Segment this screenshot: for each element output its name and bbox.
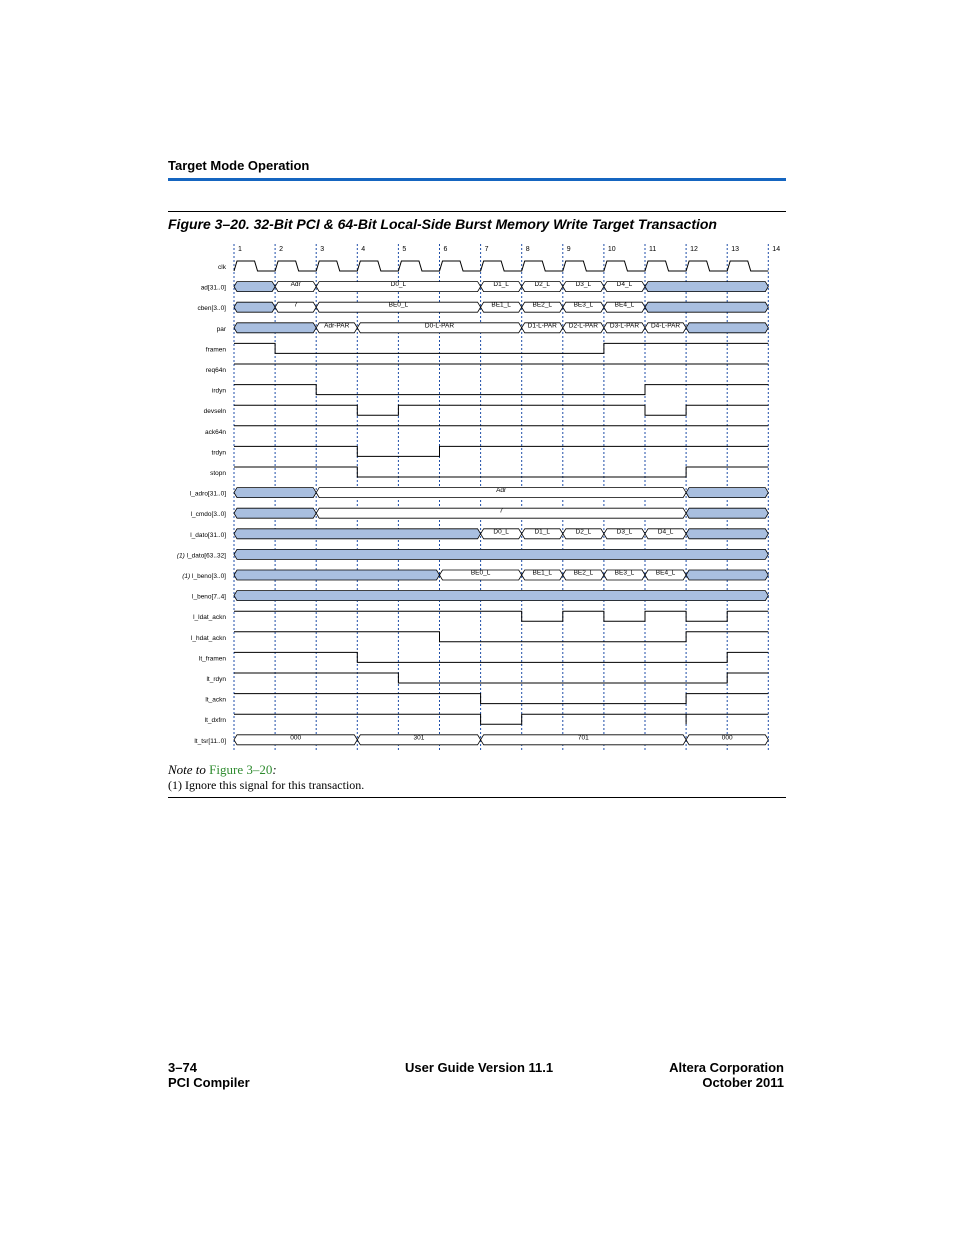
bus-value: Adr (496, 487, 507, 495)
clock-number: 13 (731, 246, 739, 253)
signal-waveform (234, 467, 768, 477)
signal-label: l_dato[31..0] (190, 531, 226, 539)
publication-date: October 2011 (702, 1075, 784, 1090)
bus-value: 7 (293, 301, 298, 309)
clock-number: 9 (566, 246, 571, 253)
clock-number: 8 (525, 246, 530, 253)
signal-label: devseln (203, 408, 226, 416)
bus-fill-segment (234, 488, 316, 498)
signal-label: stopn (210, 470, 226, 477)
signal-label: req64n (205, 367, 226, 374)
clock-number: 3 (320, 246, 325, 253)
signal-label: cben[3..0] (197, 305, 226, 313)
signal-waveform (234, 446, 768, 456)
signal-label: ack64n (205, 428, 226, 436)
signal-waveform (234, 673, 768, 683)
section-header: Target Mode Operation (168, 158, 310, 173)
page-number: 3–74 (168, 1060, 197, 1075)
clock-number: 12 (690, 246, 698, 253)
bus-value: D4_L (657, 528, 674, 536)
footer-center (405, 1060, 553, 1075)
signal-label: lt_dxfrn (204, 717, 226, 725)
signal-label: l_beno[7..4] (192, 593, 226, 601)
signal-waveform (234, 343, 768, 353)
bus-value: D1_L (493, 281, 509, 289)
bus-fill-segment (234, 323, 316, 333)
signal-label: trdyn (211, 449, 226, 457)
figure-top-rule (168, 211, 786, 212)
guide-version: User Guide Version 11.1 (405, 1060, 554, 1075)
bus-fill-segment (686, 570, 768, 580)
bus-value: D4_L (616, 281, 633, 289)
figure-bottom-rule (168, 797, 786, 798)
bus-value: D1-L-PAR (527, 322, 557, 330)
bus-fill-segment (686, 529, 768, 539)
signal-label: lt_tsr[11..0] (194, 737, 226, 745)
bus-fill-segment (686, 323, 768, 333)
bus-value: BE4_L (614, 301, 635, 309)
bus-value: D3_L (616, 528, 633, 536)
bus-value: D2_L (575, 528, 592, 536)
clock-number: 14 (772, 246, 781, 253)
bus-value: BE2_L (573, 569, 594, 577)
bus-value: D3-L-PAR (609, 322, 640, 330)
signal-label: par (216, 325, 226, 333)
bus-value: D0-L-PAR (424, 322, 455, 330)
bus-value: 701 (577, 734, 589, 742)
signal-waveform (234, 694, 768, 704)
signal-label: l_cmdo[3..0] (190, 511, 226, 519)
bus-fill-segment (234, 508, 316, 518)
signal-label: lt_framen (198, 655, 226, 663)
bus-fill-segment (234, 302, 275, 312)
figure-title: Figure 3–20. 32-Bit PCI & 64-Bit Local-Side Burst Memory Write Target Transaction (168, 216, 717, 232)
header-rule (168, 178, 786, 181)
product-name: PCI Compiler (168, 1075, 250, 1090)
footer-left (168, 1060, 250, 1090)
bus-fill-segment (234, 591, 768, 601)
bus-fill-segment (234, 529, 481, 539)
bus-value: D1_L (534, 528, 551, 536)
bus-value: D2-L-PAR (568, 322, 598, 330)
bus-value: Adr (290, 281, 301, 289)
signal-waveform (234, 611, 768, 621)
bus-value: D0_L (493, 528, 509, 536)
bus-value: BE1_L (491, 301, 511, 309)
signal-label: lt_ackn (205, 696, 226, 704)
signal-label: lt_rdyn (206, 676, 226, 683)
signal-waveform (234, 632, 768, 642)
clock-number: 7 (484, 246, 489, 253)
bus-value: BE0_L (388, 301, 409, 309)
clock-waveform (234, 261, 768, 271)
clock-number: 4 (361, 246, 366, 253)
bus-value: 000 (290, 734, 302, 742)
bus-fill-segment (234, 282, 275, 292)
signal-label: (1) l_beno[3..0] (182, 573, 226, 580)
bus-value: D3_L (575, 281, 592, 289)
clock-number: 10 (607, 246, 616, 253)
figure-reference-link[interactable]: Figure 3–20 (209, 762, 273, 777)
signal-waveform (234, 652, 768, 662)
company-name: Altera Corporation (669, 1060, 784, 1075)
bus-fill-segment (645, 302, 768, 312)
bus-value: BE0_L (470, 569, 491, 577)
note-title: Note to Figure 3–20: (168, 762, 277, 777)
bus-value: BE3_L (573, 301, 594, 309)
bus-fill-segment (686, 488, 768, 498)
footer-right (669, 1060, 784, 1090)
signal-label: (1) l_dato[63..32] (176, 552, 226, 560)
bus-value: D2_L (534, 281, 551, 289)
clock-number: 6 (443, 246, 448, 253)
clock-number: 1 (238, 246, 242, 253)
clock-number: 5 (402, 246, 407, 253)
bus-fill-segment (686, 508, 768, 518)
signal-label: irdyn (211, 387, 226, 395)
clock-number: 2 (279, 246, 284, 253)
signal-label: l_adro[31..0] (189, 490, 226, 498)
signal-label: l_hdat_ackn (190, 634, 226, 642)
bus-value: D4-L-PAR (650, 322, 681, 330)
bus-value: D0_L (390, 281, 407, 289)
bus-value: BE4_L (655, 569, 676, 577)
bus-value: BE3_L (614, 569, 635, 577)
bus-fill-segment (645, 282, 768, 292)
signal-waveform (234, 714, 768, 724)
note-item: (1) Ignore this signal for this transaction. (168, 778, 365, 792)
clock-number: 11 (649, 246, 657, 253)
signal-label: ad[31..0] (200, 284, 226, 292)
bus-value: 301 (413, 734, 425, 742)
bus-fill-segment (234, 570, 440, 580)
signal-label: l_ldat_ackn (193, 614, 226, 622)
signal-label: framen (205, 346, 226, 354)
signal-waveform (234, 385, 768, 395)
signal-waveform (234, 405, 768, 415)
bus-value: BE2_L (532, 301, 553, 309)
bus-fill-segment (234, 549, 768, 559)
bus-value: Adr-PAR (324, 322, 350, 330)
bus-value: 000 (721, 734, 733, 742)
signal-label: clk (218, 264, 226, 271)
bus-value: BE1_L (532, 569, 553, 577)
bus-value: 7 (499, 507, 503, 515)
timing-diagram (168, 240, 786, 750)
